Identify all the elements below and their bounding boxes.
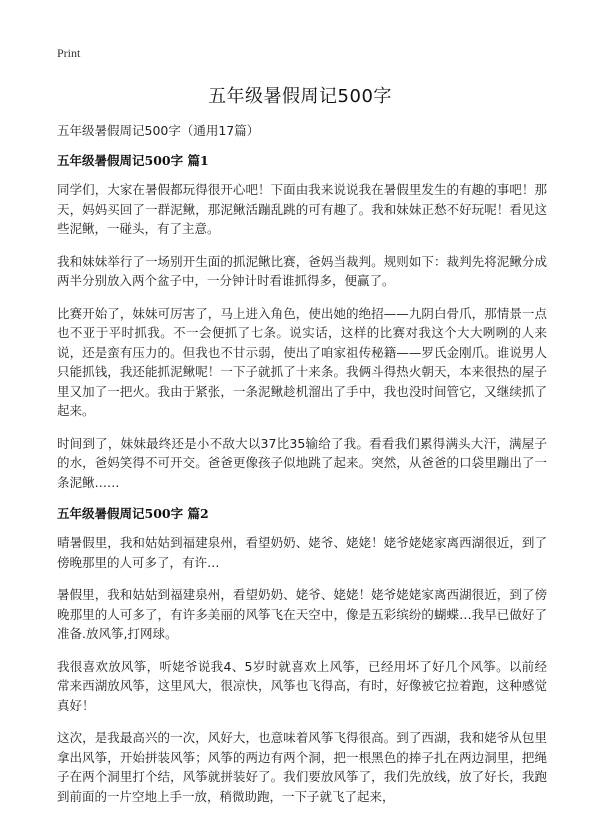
- paragraph: 这次，是我最高兴的一次，风好大，也意味着风筝飞得很高。到了西湖，我和姥爷从包里拿出风筝，开始拼装风筝；风筝的两边有两个洞，把一根黑色的捧子扎在两边洞里，把绳子在两个洞里打个结，风筝就拼装好了。我们要放风筝了，我们先放线，放了好长，我跑到前面的一片空地上手一放，稍微助跑，一下子就飞了起来，: [57, 730, 547, 804]
- paragraph: 暑假里，我和姑姑到福建泉州，看望奶奶、姥爷、姥姥！姥爷姥姥家离西湖很近，到了傍晚那里的人可多了，有许多美丽的风筝飞在天空中，像是五彩缤纷的蝴蝶…我早已做好了准备.放风筝,打网球。: [57, 587, 547, 641]
- section-1: [57, 152, 547, 492]
- paragraph: 同学们，大家在暑假都玩得很开心吧！下面由我来说说我在暑假里发生的有趣的事吧！那天，妈妈买回了一群泥鳅，那泥鳅活蹦乱跳的可有趣了。我和妹妹正愁不好玩呢！看见这些泥鳅，一碰头，有了主意。: [57, 182, 547, 236]
- document-body: [57, 122, 547, 819]
- document-title: 五年级暑假周记500字: [208, 86, 392, 107]
- print-link[interactable]: Print: [57, 46, 81, 60]
- paragraph: 我和妹妹举行了一场别开生面的抓泥鳅比赛，爸妈当裁判。规则如下：裁判先将泥鳅分成两半分别放入两个盆子中，一分钟计时看谁抓得多，便赢了。: [57, 253, 547, 288]
- section-2: [57, 505, 547, 806]
- paragraph: 我很喜欢放风筝，听姥爷说我4、5岁时就喜欢上风筝，已经用坏了好几个风筝。以前经常来西湖放风筝，这里风大，很凉快，风筝也飞得高，有时，好像被它拉着跑，这种感觉真好！: [57, 658, 547, 713]
- paragraph: 晴暑假里，我和姑姑到福建泉州，看望奶奶、姥爷、姥姥！姥爷姥姥家离西湖很近，到了傍晚那里的人可多了，有许…: [57, 535, 547, 570]
- paragraph: 时间到了，妹妹最终还是小不敌大以37比35输给了我。看看我们累得满头大汗，满屋子的水，爸妈笑得不可开交。爸爸更像孩子似地跳了起来。突然，从爸爸的口袋里蹦出了一条泥鳅……: [57, 435, 547, 490]
- section-heading: 五年级暑假周记500字 篇2: [57, 506, 209, 521]
- paragraph: 比赛开始了，妹妹可厉害了，马上进入角色，使出她的绝招——九阴白骨爪，那情景一点也不亚于平时抓我。不一会便抓了七条。说实话，这样的比赛对我这个大大咧咧的人来说，还是蛮有压力的。但我也不甘示弱，使出了咱家祖传秘籍——罗氏金刚爪。谁说男人只能抓钱，我还能抓泥鳅呢！一下子就抓了十来条。我俩斗得热火朝天，本来很热的屋子里又加了一把火。我由于紧张，一条泥鳅趁机溜出了手中，我也没时间管它，又继续抓了起来。: [57, 305, 547, 418]
- section-heading: 五年级暑假周记500字 篇1: [57, 153, 209, 168]
- document-subtitle: 五年级暑假周记500字（通用17篇）: [57, 123, 260, 138]
